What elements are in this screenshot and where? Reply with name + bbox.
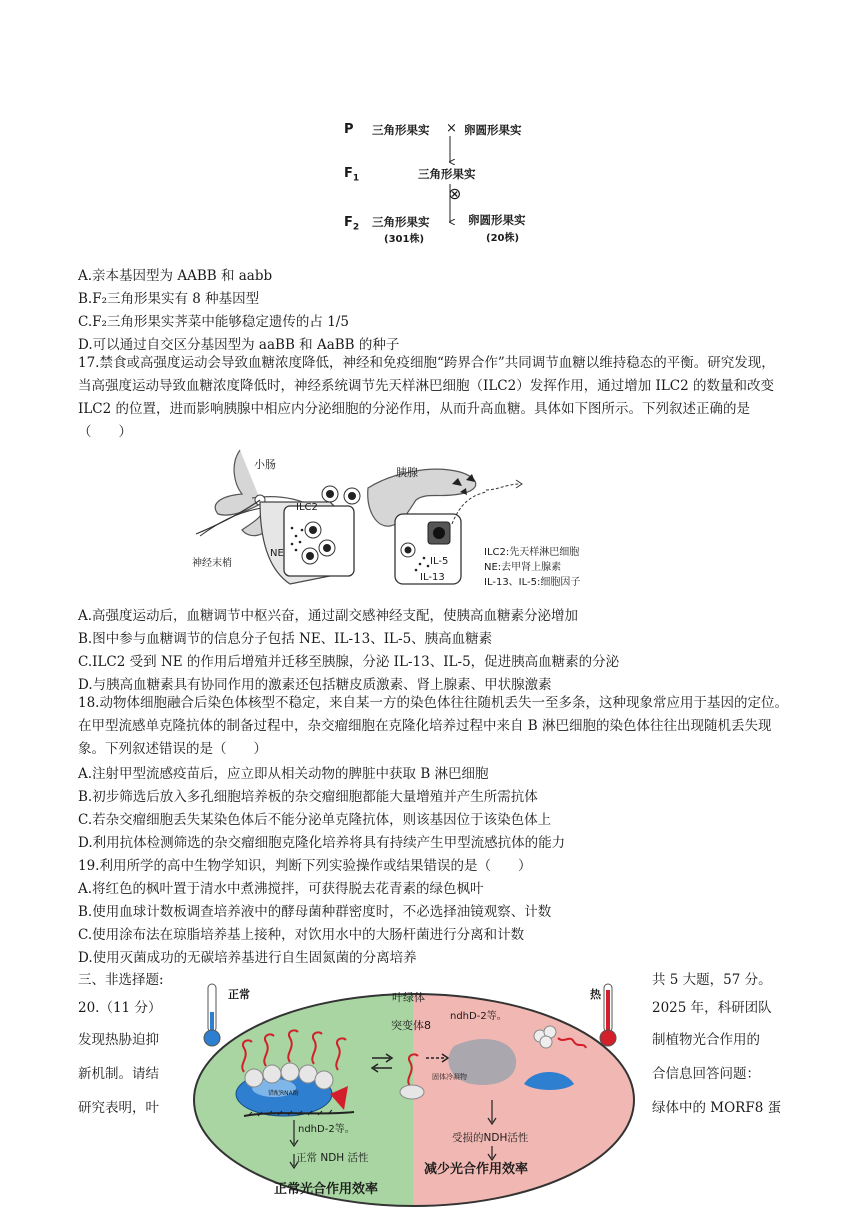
label-reduced-efficiency: 减少光合作用效率 bbox=[424, 1162, 529, 1177]
legend-ilc2: ILC2:先天样淋巴细胞 bbox=[484, 547, 580, 558]
selfing-symbol: ⊗ bbox=[448, 184, 462, 203]
label-condensate: 固体冷凝物 bbox=[432, 1073, 467, 1081]
q18-option-c: C.若杂交瘤细胞丢失某染色体后不能分泌单克隆抗体，则该基因位于该染色体上 bbox=[78, 812, 552, 828]
cross-f1-label: $F_1$ bbox=[344, 166, 360, 184]
chloroplast-art bbox=[184, 976, 640, 1212]
cross-f2-right: 卵圆形果实 bbox=[468, 213, 526, 227]
label-ilc2: ILC2 bbox=[296, 502, 318, 513]
label-chloroplast: 叶绿体 bbox=[392, 991, 425, 1004]
label-damaged-ndh: 受损的NDH活性 bbox=[452, 1132, 529, 1144]
label-il13: IL-13 bbox=[420, 572, 445, 583]
q18-option-d: D.利用抗体检测筛选的杂交瘤细胞克隆化培养将具有持续产生甲型流感抗体的能力 bbox=[78, 835, 566, 851]
label-ne: NE bbox=[270, 548, 284, 559]
label-normal-efficiency: 正常光合作用效率 bbox=[274, 1182, 379, 1197]
q20-text-l3: 新机制。请结 bbox=[78, 1066, 159, 1082]
cross-p-left: 三角形果实 bbox=[372, 123, 430, 137]
cross-symbol: × bbox=[446, 121, 457, 136]
legend-ne: NE:去甲肾上腺素 bbox=[484, 562, 562, 573]
q16-option-a: A.亲本基因型为 AABB 和 aabb bbox=[78, 268, 273, 284]
legend-cytokines: IL-13、IL-5:细胞因子 bbox=[484, 577, 581, 588]
label-nerve-ending: 神经末梢 bbox=[192, 558, 232, 569]
q19-option-a: A.将红色的枫叶置于清水中煮沸搅拌，可获得脱去花青素的绿色枫叶 bbox=[78, 881, 484, 897]
cross-f2-right-count: (20株) bbox=[486, 233, 520, 244]
q18-stem: 18.动物体细胞融合后染色体核型不稳定，来自某一方的染色体往往随机丢失一至多条，这种现象常应用于基因的定位。在甲型流感单克隆抗体的制备过程中，杂交瘤细胞在克隆化培养过程中来自 B 淋巴细胞的染色体往往出现随机丢失现象。下列叙述错误的是（ ） bbox=[78, 695, 788, 757]
cross-f2-left: 三角形果实 bbox=[372, 215, 430, 229]
q17-option-c: C.ILC2 受到 NE 的作用后增殖并迁移至胰腺，分泌 IL-13、IL-5，促进胰高血糖素的分泌 bbox=[78, 654, 620, 670]
cross-f1-phenotype: 三角形果实 bbox=[418, 167, 476, 181]
secretion-arrow-art bbox=[486, 476, 526, 496]
q20-text-l4: 研究表明，叶 bbox=[78, 1100, 159, 1116]
q20-text-l2: 发现热胁迫抑 bbox=[78, 1032, 159, 1048]
label-ndhd2-left: ndhD-2等。 bbox=[298, 1124, 355, 1135]
q20-text-r1: 2025 年，科研团队 bbox=[652, 1000, 772, 1016]
label-normal: 正常 bbox=[228, 988, 250, 1001]
q16-option-d: D.可以通过自交区分基因型为 aaBB 和 AaBB 的种子 bbox=[78, 337, 400, 353]
label-small-intestine: 小肠 bbox=[254, 458, 276, 471]
label-mutant8: 突变体8 bbox=[391, 1019, 431, 1032]
cross-arrows bbox=[440, 134, 460, 234]
label-ndhd2-top: ndhD-2等。 bbox=[450, 1011, 507, 1022]
label-il5: IL-5 bbox=[430, 556, 449, 567]
blood-sugar-diagram-art bbox=[190, 444, 490, 594]
label-complex: 错配RNA酶 bbox=[268, 1090, 299, 1097]
q18-option-a: A.注射甲型流感疫苗后，应立即从相关动物的脾脏中获取 B 淋巴细胞 bbox=[78, 766, 489, 782]
q19-option-c: C.使用涂布法在琼脂培养基上接种，对饮用水中的大肠杆菌进行分离和计数 bbox=[78, 927, 525, 943]
q16-option-c: C.F₂三角形果实荠菜中能够稳定遗传的占 1/5 bbox=[78, 314, 349, 330]
q20-text-r3: 合信息回答问题： bbox=[652, 1066, 760, 1082]
label-heat: 热 bbox=[590, 988, 601, 1001]
cross-f2-left-count: (301株) bbox=[384, 234, 425, 245]
q17-option-a: A.高强度运动后，血糖调节中枢兴奋，通过副交感神经支配，使胰高血糖素分泌增加 bbox=[78, 608, 579, 624]
cross-p-label: P bbox=[344, 122, 354, 137]
cross-p-right: 卵圆形果实 bbox=[464, 123, 522, 137]
q17-option-b: B.图中参与血糖调节的信息分子包括 NE、IL-13、IL-5、胰高血糖素 bbox=[78, 631, 493, 647]
q20-label: 20.（11 分） bbox=[78, 1000, 162, 1016]
q20-text-r2: 制植物光合作用的 bbox=[652, 1032, 760, 1048]
q19-option-d: D.使用灭菌成功的无碳培养基进行自生固氮菌的分离培养 bbox=[78, 950, 417, 966]
cross-f2-label: $F_2$ bbox=[344, 215, 360, 233]
q17-option-d: D.与胰高血糖素具有协同作用的激素还包括糖皮质激素、肾上腺素、甲状腺激素 bbox=[78, 677, 552, 693]
section3-heading-right: 共 5 大题，57 分。 bbox=[652, 972, 772, 988]
q20-text-r4: 绿体中的 MORF8 蛋 bbox=[652, 1100, 782, 1116]
q19-option-b: B.使用血球计数板调查培养液中的酵母菌种群密度时，不必选择油镜观察、计数 bbox=[78, 904, 552, 920]
label-normal-ndh: 正常 NDH 活性 bbox=[296, 1152, 369, 1164]
section3-heading-left: 三、非选择题: bbox=[78, 972, 164, 988]
label-pancreas: 胰腺 bbox=[396, 466, 418, 479]
q17-stem: 17.禁食或高强度运动会导致血糖浓度降低，神经和免疫细胞“跨界合作”共同调节血糖以维持稳态的平衡。研究发现，当高强度运动导致血糖浓度降低时，神经系统调节先天样淋巴细胞（ILC2）发挥作用，通过增加 ILC2 的数量和改变 ILC2 的位置，进而影响胰腺中相应内分泌细胞的分泌作用，从而升高血糖。具体如下图所示。下列叙述正确的是（ ） bbox=[78, 355, 775, 440]
q19-stem: 19.利用所学的高中生物学知识，判断下列实验操作或结果错误的是（ ） bbox=[78, 858, 532, 874]
q16-option-b: B.F₂三角形果实有 8 种基因型 bbox=[78, 291, 260, 307]
q18-option-b: B.初步筛选后放入多孔细胞培养板的杂交瘤细胞都能大量增殖并产生所需抗体 bbox=[78, 789, 538, 805]
